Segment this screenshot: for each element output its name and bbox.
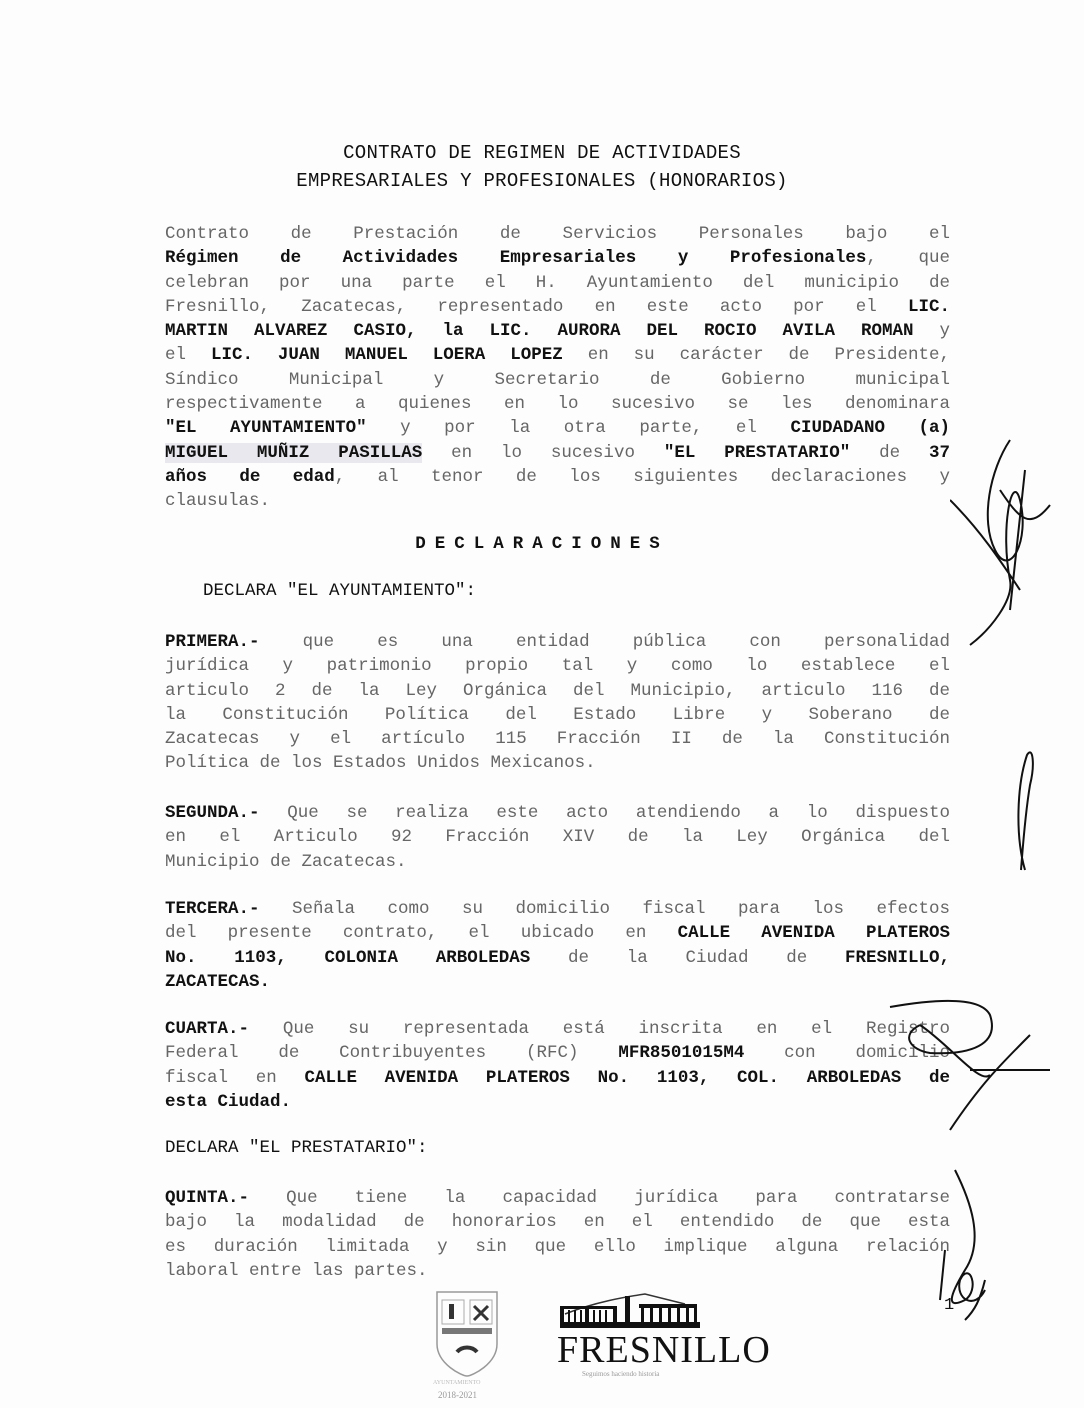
text-line: [165, 1186, 950, 1210]
text-line: [165, 392, 950, 416]
bold-text: CALLE AVENIDA PLATEROS: [677, 923, 950, 944]
bold-text: 37: [929, 442, 951, 463]
text-run: Señala como su domicilio fiscal para los efectos: [259, 899, 950, 919]
text-line: [165, 825, 950, 849]
text-line: [165, 489, 950, 513]
text-line: [165, 1259, 950, 1283]
bold-text: LIC. JUAN MANUEL LOERA LOPEZ: [210, 345, 563, 366]
text-line: [165, 1235, 950, 1259]
text-line: [165, 465, 950, 489]
text-run: Síndico Municipal y Secretario de Gobierno municipal: [165, 369, 950, 390]
bold-text: FRESNILLO,: [844, 947, 951, 968]
text-line: [165, 416, 950, 440]
text-line: [165, 921, 950, 945]
bold-text: Régimen de Actividades Empresariales y Profesionales: [165, 248, 867, 269]
fresnillo-monument-logo: [555, 1292, 705, 1332]
text-run: es duración limitada y sin que ello implique alguna relación: [165, 1236, 950, 1257]
text-run: respectivamente a quienes en lo sucesivo se les denominara: [165, 394, 950, 415]
text-line: [165, 946, 950, 970]
text-run: de: [850, 442, 929, 463]
text-run: y: [913, 321, 950, 342]
text-line: [165, 850, 950, 874]
text-run: la Constitución Política del Estado Libre y Soberano de: [165, 704, 950, 725]
text-line: [165, 679, 950, 703]
clause-segunda: [165, 801, 950, 874]
bold-text: ZACATECAS.: [165, 971, 271, 992]
signature-1: [950, 430, 1060, 650]
clause-tercera: [165, 897, 950, 994]
text-run: el: [165, 345, 211, 366]
clause-cuarta: [165, 1017, 950, 1114]
bold-text: PRIMERA.-: [165, 632, 260, 652]
text-line: [165, 1066, 950, 1090]
document-title-line-1: CONTRATO DE REGIMEN DE ACTIVIDADES: [343, 142, 741, 164]
text-run: bajo la modalidad de honorarios en el entendido de que esta: [165, 1212, 950, 1233]
text-line: [165, 654, 950, 678]
shield-years: 2018-2021: [438, 1390, 477, 1400]
text-run: en el Articulo 92 Fracción XIV de la Ley Orgánica del: [165, 827, 950, 848]
text-line: [165, 801, 950, 825]
text-line: [165, 897, 950, 921]
text-line: [165, 703, 950, 727]
bold-text: CIUDADANO (a): [790, 418, 951, 439]
shield-caption: AYUNTAMIENTO: [433, 1380, 481, 1386]
text-line: [165, 441, 950, 465]
declara-ayuntamiento-heading: DECLARA "EL AYUNTAMIENTO":: [203, 581, 477, 601]
bold-text: años de edad: [165, 466, 335, 487]
text-line: [165, 727, 950, 751]
signature-4: [925, 1160, 995, 1330]
bold-text: CUARTA.-: [165, 1019, 250, 1039]
text-run: y por la otra parte, el: [366, 418, 791, 439]
intro-paragraph: [165, 222, 950, 514]
text-run: que es una entidad pública con personalidad: [259, 632, 950, 652]
signature-3: [870, 995, 1060, 1135]
text-run: en lo sucesivo: [422, 442, 664, 463]
text-run: Federal de Contribuyentes (RFC): [165, 1043, 619, 1064]
page-number: 1: [944, 1296, 955, 1315]
text-line: [165, 630, 950, 654]
text-run: Contrato de Prestación de Servicios Personales bajo el: [165, 224, 950, 244]
text-line: [165, 368, 950, 392]
text-line: [165, 271, 950, 295]
text-line: [165, 1210, 950, 1234]
text-run: Política de los Estados Unidos Mexicanos.: [165, 753, 596, 774]
text-run: Que su representada está inscrita en el Registro: [249, 1019, 950, 1039]
text-run: jurídica y patrimonio propio tal y como lo establece el: [165, 656, 950, 677]
text-run: de la Ciudad de: [530, 947, 845, 968]
text-line: [165, 751, 950, 775]
text-line: [165, 246, 950, 270]
declara-prestatario-heading: DECLARA "EL PRESTATARIO":: [165, 1138, 428, 1158]
bold-text: TERCERA.-: [165, 899, 260, 919]
text-run: fiscal en: [165, 1067, 305, 1088]
text-line: [165, 970, 950, 994]
text-line: [165, 1090, 950, 1114]
text-run: laboral entre las partes.: [165, 1260, 428, 1281]
text-run: articulo 2 de la Ley Orgánica del Municipio, articulo 116 de: [165, 680, 950, 701]
text-run: celebran por una parte el H. Ayuntamiento del municipio de: [165, 272, 950, 293]
text-line: [165, 295, 950, 319]
text-run: Que se realiza este acto atendiendo a lo dispuesto: [259, 803, 950, 823]
declaraciones-heading: DECLARACIONES: [415, 534, 669, 554]
fresnillo-logo-subtitle: Seguimos haciendo historia: [582, 1370, 660, 1378]
text-run: Fresnillo, Zacatecas, representado en este acto por el: [165, 296, 908, 317]
bold-text: MFR8501015M4: [618, 1043, 745, 1064]
bold-text: No. 1103, COLONIA ARBOLEDAS: [165, 947, 531, 968]
text-run: Municipio de Zacatecas.: [165, 851, 407, 872]
bold-text: CALLE AVENIDA PLATEROS No. 1103, COL. ARBOLEDAS de: [304, 1067, 950, 1088]
text-line: [165, 222, 950, 246]
bold-text: QUINTA.-: [165, 1188, 250, 1208]
text-run: clausulas.: [165, 491, 271, 512]
bold-text: esta Ciudad.: [165, 1091, 292, 1112]
text-run: Que tiene la capacidad jurídica para contratarse: [249, 1188, 950, 1208]
text-run: Zacatecas y el artículo 115 Fracción II de la Constitución: [165, 729, 950, 750]
text-line: [165, 1017, 950, 1041]
bold-text: SEGUNDA.-: [165, 803, 260, 823]
text-line: [165, 343, 950, 367]
text-run: , al tenor de los siguientes declaraciones y: [334, 466, 950, 487]
municipal-shield-logo: [432, 1284, 502, 1379]
text-run: , que: [866, 248, 950, 269]
text-line: [165, 1041, 950, 1065]
bold-text: MIGUEL MUÑIZ PASILLAS: [165, 442, 423, 463]
text-line: [165, 319, 950, 343]
fresnillo-logo-text: FRESNILLO: [557, 1329, 771, 1371]
clause-primera: [165, 630, 950, 776]
text-run: con domicilio: [744, 1043, 950, 1064]
bold-text: "EL AYUNTAMIENTO": [165, 418, 367, 439]
text-run: en su carácter de Presidente,: [562, 345, 950, 366]
bold-text: "EL PRESTATARIO": [663, 442, 851, 463]
document-title-line-2: EMPRESARIALES Y PROFESIONALES (HONORARIOS): [296, 170, 788, 192]
signature-2: [1005, 745, 1045, 875]
clause-quinta: [165, 1186, 950, 1283]
bold-text: LIC.: [907, 296, 950, 317]
bold-text: MARTIN ALVAREZ CASIO, la LIC. AURORA DEL ROCIO AVILA ROMAN: [165, 321, 914, 342]
text-run: del presente contrato, el ubicado en: [165, 923, 678, 944]
